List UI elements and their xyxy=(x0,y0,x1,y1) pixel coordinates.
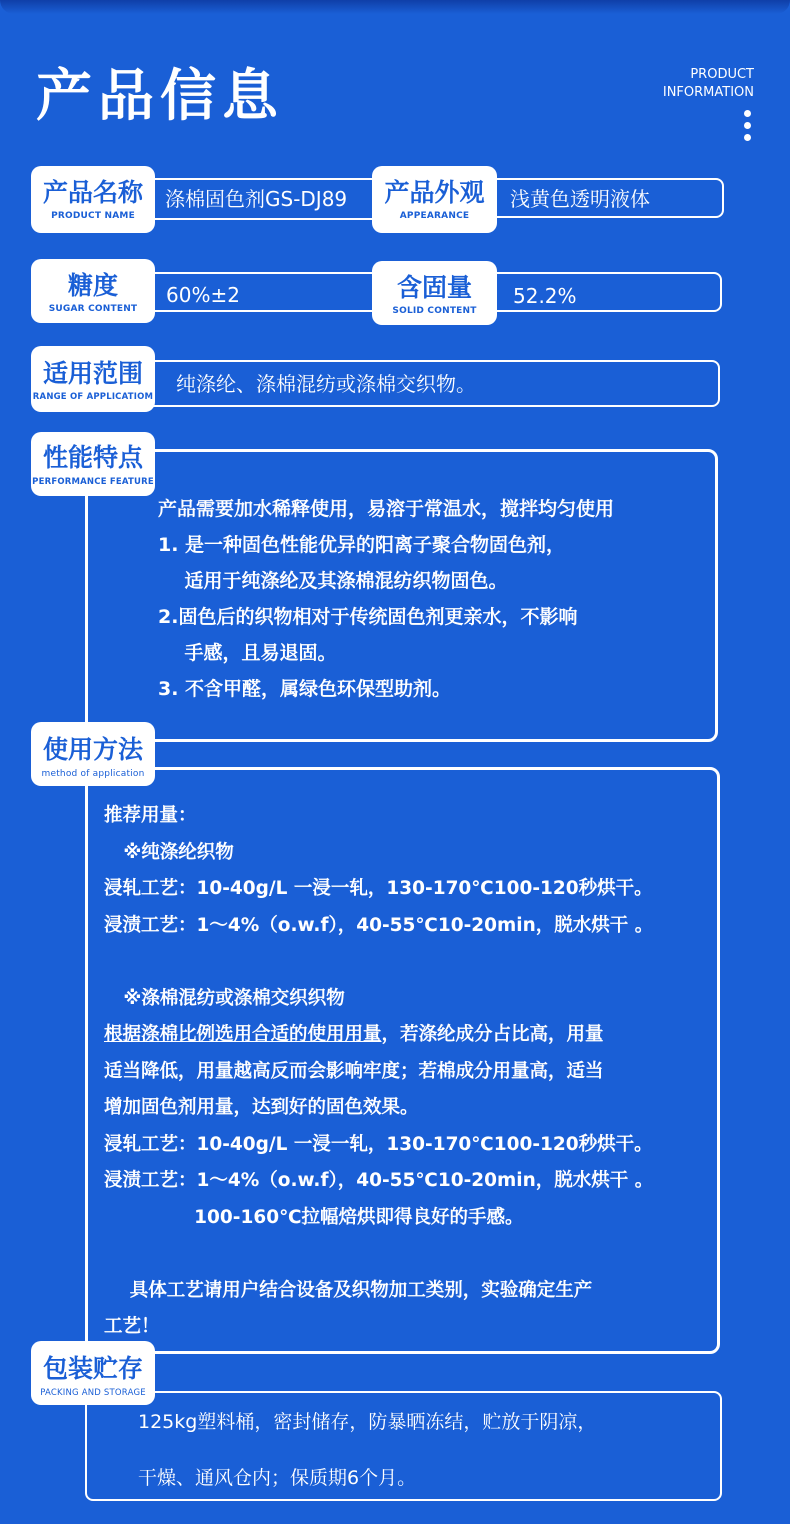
product-name-value: 涤棉固色剂GS-DJ89 xyxy=(165,187,348,211)
performance-text xyxy=(158,491,614,707)
usage-underlined-text: 根据涤棉比例选用合适的使用用量 xyxy=(104,1024,382,1045)
usage-line: 具体工艺请用户结合设备及织物加工类别，实验确定生产 xyxy=(104,1279,593,1301)
appearance-label: 产品外观 APPEARANCE xyxy=(373,167,496,232)
sugar-content-label: 糖度 SUGAR CONTENT xyxy=(32,260,154,322)
more-dots-icon xyxy=(744,110,752,146)
performance-line: 3. 不含甲醛，属绿色环保型助剂。 xyxy=(158,678,452,700)
usage-line: 浸渍工艺：1～4%（o.w.f），40-55℃10-20min，脱水烘干 。 xyxy=(104,914,654,936)
storage-label: 包装贮存 PACKING AND STORAGE xyxy=(32,1342,154,1404)
subtitle-line: PRODUCT xyxy=(690,67,754,82)
sugar-content-value: 60%±2 xyxy=(166,283,240,307)
performance-line: 手感，且易退固。 xyxy=(158,642,337,664)
usage-line: ※涤棉混纺或涤棉交织织物 xyxy=(104,987,345,1009)
top-bar xyxy=(0,0,790,14)
performance-line: 产品需要加水稀释使用，易溶于常温水，搅拌均匀使用 xyxy=(158,498,615,520)
usage-line: 浸轧工艺：10-40g/L 一浸一轧，130-170℃100-120秒烘干。 xyxy=(104,878,653,899)
performance-line: 适用于纯涤纶及其涤棉混纺织物固色。 xyxy=(158,570,508,592)
usage-text xyxy=(104,798,653,1346)
subtitle-line: INFORMATION xyxy=(662,85,754,100)
performance-label: 性能特点 PERFORMANCE FEATURE xyxy=(32,433,154,495)
usage-line: 100-160℃拉幅焙烘即得良好的手感。 xyxy=(104,1206,524,1228)
usage-line-rest: ，若涤纶成分占比高，用量 xyxy=(381,1024,604,1045)
usage-line: 浸渍工艺：1～4%（o.w.f），40-55℃10-20min，脱水烘干 。 xyxy=(104,1170,654,1191)
storage-text xyxy=(138,1404,596,1516)
solid-content-value: 52.2% xyxy=(513,284,577,308)
page-subtitle xyxy=(554,66,754,102)
performance-line: 2.固色后的织物相对于传统固色剂更亲水，不影响 xyxy=(158,606,578,628)
appearance-value: 浅黄色透明液体 xyxy=(510,187,650,211)
storage-line: 干燥、通风仓内；保质期6个月。 xyxy=(138,1467,417,1489)
performance-line: 1. 是一种固色性能优异的阳离子聚合物固色剂， xyxy=(158,534,566,556)
solid-content-label: 含固量 SOLID CONTENT xyxy=(373,262,496,324)
application-value: 纯涤纶、涤棉混纺或涤棉交织物。 xyxy=(176,372,476,396)
page-title: 产品信息 xyxy=(36,64,284,129)
usage-label: 使用方法 method of application xyxy=(32,723,154,785)
usage-line: 推荐用量： xyxy=(104,805,197,826)
application-label: 适用范围 RANGE OF APPLICATIOM xyxy=(32,347,154,411)
usage-line xyxy=(104,944,653,981)
usage-line xyxy=(104,1236,653,1273)
usage-line: 工艺！ xyxy=(104,1316,160,1337)
usage-line: 增加固色剂用量，达到好的固色效果。 xyxy=(104,1097,419,1118)
storage-line: 125kg塑料桶，密封储存，防暴晒冻结，贮放于阴凉， xyxy=(138,1411,597,1433)
usage-line: ※纯涤纶织物 xyxy=(104,841,234,863)
usage-line xyxy=(104,1017,653,1054)
product-name-label: 产品名称 PRODUCT NAME xyxy=(32,167,154,232)
usage-line: 适当降低，用量越高反而会影响牢度；若棉成分用量高，适当 xyxy=(104,1060,604,1082)
usage-line: 浸轧工艺：10-40g/L 一浸一轧，130-170℃100-120秒烘干。 xyxy=(104,1133,653,1155)
